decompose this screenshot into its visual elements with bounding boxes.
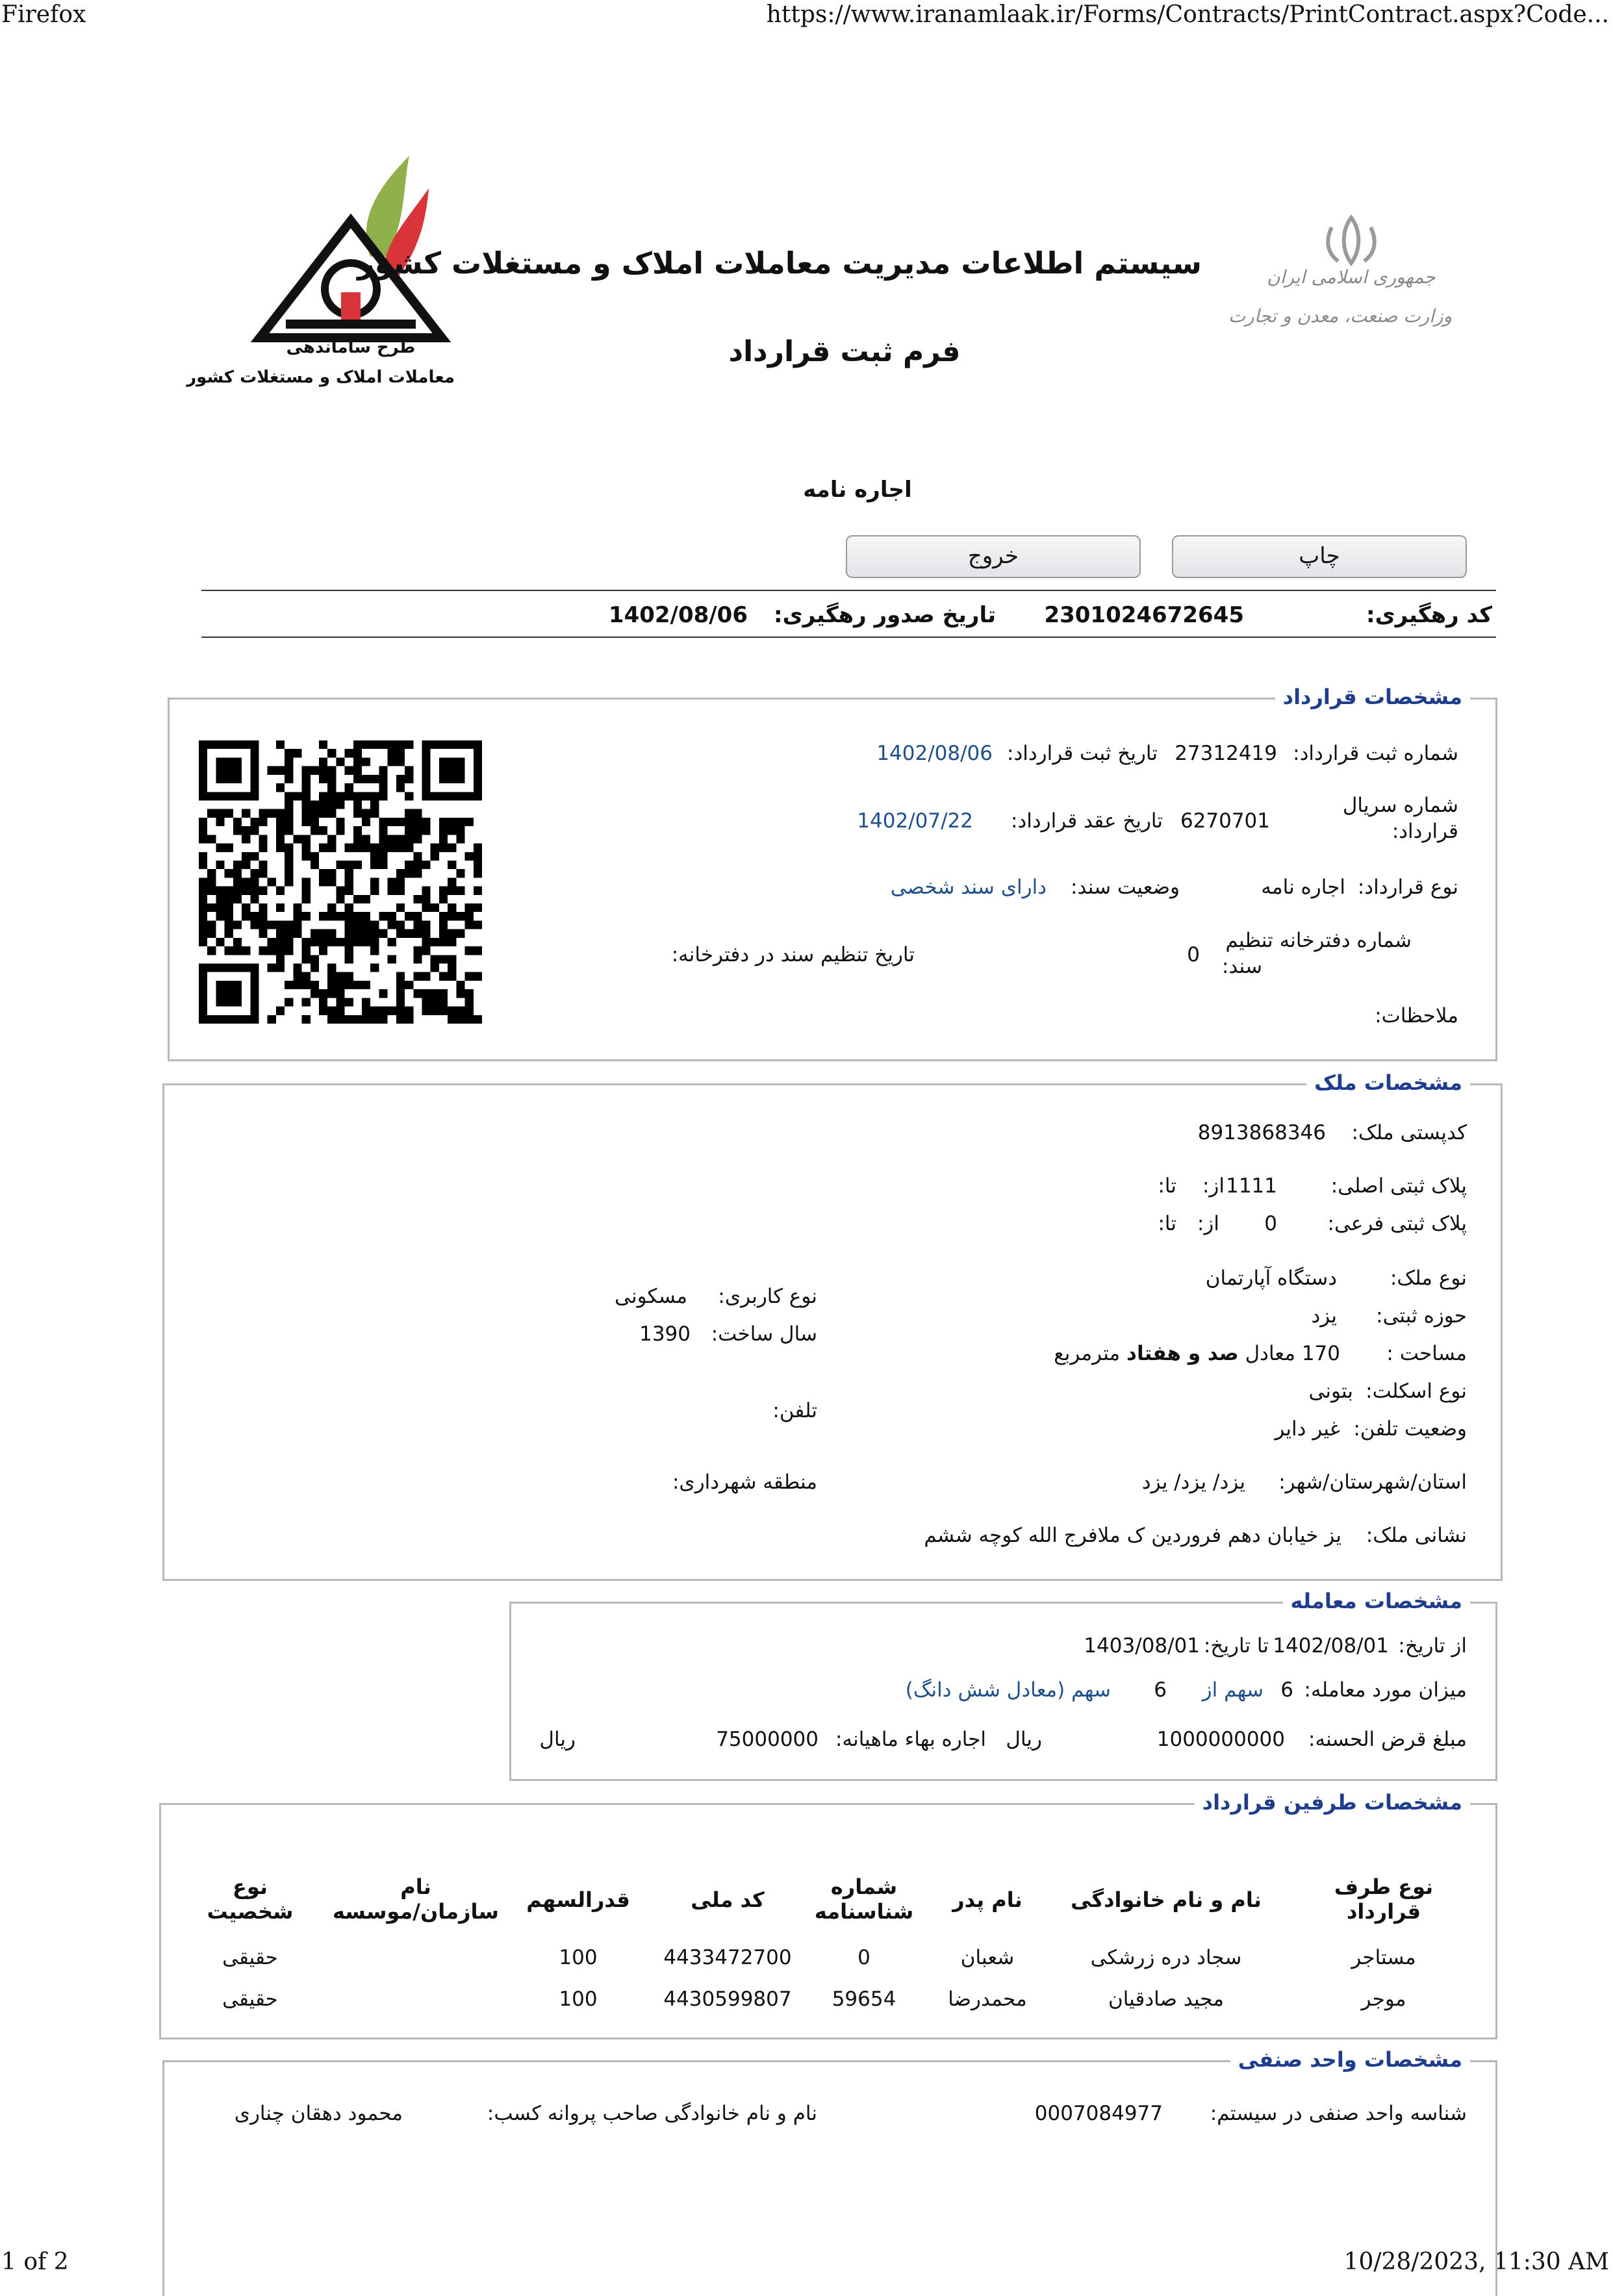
- row-id-no: 0: [857, 1946, 870, 1969]
- row-id-no: 59654: [832, 1987, 896, 2011]
- property-postal-label: کدپستی ملک:: [1351, 1121, 1467, 1144]
- property-area-value: 170: [1301, 1342, 1340, 1365]
- deal-deposit-currency: ریال: [1006, 1728, 1042, 1751]
- col-party-type: [1289, 1874, 1478, 1924]
- property-postal-value: 8913868346: [1197, 1121, 1326, 1144]
- deal-deposit-label: مبلغ قرض الحسنه:: [1308, 1728, 1467, 1751]
- tracking-date-value: 1402/08/06: [608, 602, 748, 628]
- row-national-code: 4433472700: [663, 1946, 792, 1969]
- col-id-no-line1: شماره: [830, 1874, 898, 1899]
- row-person-type: حقیقی: [222, 1946, 278, 1969]
- deal-rent-currency: ریال: [539, 1728, 576, 1751]
- system-title: سیستم اطلاعات مدیریت معاملات املاک و مستغلات کشور: [357, 246, 1202, 281]
- contract-sign-date-value: 1402/07/22: [857, 809, 973, 833]
- row-person-type: حقیقی: [222, 1987, 278, 2011]
- col-org-line2: سازمان/موسسه: [332, 1899, 500, 1924]
- row-name: مجید صادقیان: [1108, 1987, 1225, 2011]
- contract-reg-no-label: شماره ثبت قرارداد:: [1293, 742, 1458, 765]
- contract-doc-status-value: دارای سند شخصی: [890, 876, 1047, 899]
- contract-notary-label-2: سند:: [1221, 955, 1262, 978]
- col-father: نام پدر: [952, 1887, 1022, 1912]
- business-owner-label: نام و نام خانوادگی صاحب پروانه کسب:: [487, 2102, 817, 2125]
- col-person-type-line1: نوع: [233, 1874, 268, 1899]
- property-type-label: نوع ملک:: [1390, 1267, 1467, 1290]
- property-phone-label: تلفن:: [772, 1399, 817, 1422]
- row-father: محمدرضا: [948, 1987, 1027, 2011]
- property-usage-label: نوع کاربری:: [718, 1285, 817, 1308]
- emblem-text-1: جمهوری اسلامی ایران: [1267, 266, 1436, 288]
- property-area-unit: مترمربع: [1054, 1342, 1121, 1365]
- contract-notary-date-label: تاریخ تنظیم سند در دفترخانه:: [671, 943, 915, 966]
- property-skeleton-value: بتونی: [1308, 1380, 1353, 1403]
- contract-sign-date-label: تاریخ عقد قرارداد:: [1010, 809, 1163, 833]
- contract-notes-label: ملاحظات:: [1375, 1004, 1458, 1028]
- deal-share-of: سهم از: [1202, 1678, 1264, 1702]
- col-org-line1: نام: [400, 1874, 431, 1899]
- row-name: سجاد دره زرشکی: [1090, 1946, 1242, 1969]
- col-share: قدرالسهم: [526, 1887, 630, 1912]
- property-sub-plate-value: 0: [1264, 1212, 1277, 1235]
- business-owner-value: محمود دهقان چناری: [234, 2102, 403, 2125]
- qr-code-icon: [199, 740, 482, 1024]
- page-indicator: 1 of 2: [1, 2249, 69, 2275]
- col-party-type-line1: نوع طرف: [1334, 1874, 1434, 1899]
- property-usage-value: مسکونی: [615, 1285, 687, 1308]
- contract-type-label: نوع قرارداد:: [1357, 876, 1458, 899]
- row-party-type: موجر: [1361, 1987, 1406, 2011]
- deal-rent-label: اجاره بهاء ماهیانه:: [835, 1728, 986, 1751]
- contract-reg-date-value: 1402/08/06: [876, 742, 993, 765]
- deal-from-date-label: از تاریخ:: [1398, 1634, 1467, 1658]
- property-address-value: یز خیابان دهم فروردین ک ملافرج الله کوچه ششم: [924, 1524, 1341, 1547]
- exit-button[interactable]: خروج: [846, 535, 1141, 578]
- col-id-no-line2: شناسنامه: [814, 1899, 914, 1924]
- property-area-equal: معادل: [1245, 1342, 1295, 1365]
- property-build-year-label: سال ساخت:: [711, 1322, 817, 1346]
- col-person-type: [188, 1874, 312, 1924]
- tracking-code-label: کد رهگیری:: [1366, 602, 1492, 628]
- contract-reg-no-value: 27312419: [1175, 742, 1277, 765]
- property-area-label: مساحت :: [1386, 1342, 1467, 1365]
- business-id-value: 0007084977: [1034, 2102, 1163, 2125]
- contract-serial-label-1: شماره سریال: [1342, 794, 1458, 817]
- contract-notary-label-1: شماره دفترخانه تنظیم: [1225, 929, 1412, 952]
- emblem-text-2: وزارت صنعت، معدن و تجارت: [1228, 305, 1452, 327]
- property-main-plate-label: پلاک ثبتی اصلی:: [1330, 1174, 1467, 1198]
- contract-serial-label-2: قرارداد:: [1391, 820, 1458, 843]
- property-municipality-label: منطقه شهرداری:: [672, 1470, 817, 1494]
- deal-to-date-label: تا تاریخ:: [1203, 1634, 1269, 1658]
- property-address-label: نشانی ملک:: [1365, 1524, 1467, 1547]
- deal-share-value: 6: [1280, 1678, 1293, 1702]
- property-district-value: یزد: [1311, 1304, 1337, 1328]
- left-logo-text-1: طرح ساماندهی: [286, 338, 416, 357]
- property-main-to-label: تا:: [1158, 1174, 1176, 1198]
- col-party-type-line2: قرارداد: [1346, 1899, 1421, 1924]
- col-id-no: [799, 1874, 929, 1924]
- parties-legend: مشخصات طرفین قرارداد: [1195, 1790, 1470, 1815]
- property-type-value: دستگاه آپارتمان: [1205, 1267, 1337, 1290]
- divider-top: [201, 590, 1496, 591]
- business-legend: مشخصات واحد صنفی: [1230, 2047, 1470, 2072]
- contract-type-value: اجاره نامه: [1261, 876, 1345, 899]
- deal-deposit-value: 1000000000: [1156, 1728, 1285, 1751]
- col-person-type-line2: شخصیت: [207, 1899, 294, 1924]
- print-datetime: 10/28/2023, 11:30 AM: [1343, 2249, 1609, 2275]
- right-emblem: [1228, 214, 1452, 351]
- contract-reg-date-label: تاریخ ثبت قرارداد:: [1007, 742, 1158, 765]
- col-org: [318, 1874, 513, 1924]
- property-skeleton-label: نوع اسکلت:: [1365, 1380, 1467, 1403]
- left-logo-text-2: معاملات املاک و مستغلات کشور: [186, 368, 455, 387]
- property-sub-from-label: از:: [1197, 1212, 1219, 1235]
- property-location-value: یزد/ یزد/ یزد: [1141, 1470, 1245, 1494]
- col-national-code: کد ملی: [691, 1887, 765, 1912]
- qr-code: [199, 740, 482, 1024]
- row-share: 100: [559, 1987, 598, 2011]
- deal-legend: مشخصات معامله: [1283, 1589, 1470, 1613]
- contract-legend: مشخصات قرارداد: [1275, 685, 1470, 709]
- contract-doc-status-label: وضعیت سند:: [1071, 876, 1180, 899]
- deal-share-total: 6: [1154, 1678, 1167, 1702]
- deal-from-date-value: 1402/08/01: [1273, 1634, 1389, 1658]
- business-id-label: شناسه واحد صنفی در سیستم:: [1210, 2102, 1467, 2125]
- contract-notary-value: 0: [1187, 943, 1200, 966]
- property-district-label: حوزه ثبتی:: [1376, 1304, 1467, 1328]
- print-button[interactable]: چاپ: [1172, 535, 1467, 578]
- row-party-type: مستاجر: [1351, 1946, 1416, 1969]
- tracking-date-label: تاریخ صدور رهگیری:: [774, 602, 996, 628]
- deal-to-date-value: 1403/08/01: [1084, 1634, 1200, 1658]
- property-phone-status-value: غیر دایر: [1275, 1417, 1340, 1441]
- browser-name: Firefox: [1, 1, 86, 28]
- tracking-code-value: 2301024672645: [1044, 602, 1244, 628]
- form-title: فرم ثبت قرارداد: [728, 335, 961, 368]
- property-main-from-label: از:: [1202, 1174, 1225, 1198]
- property-sub-to-label: تا:: [1158, 1212, 1176, 1235]
- property-area-words: صد و هفتاد: [1126, 1342, 1239, 1365]
- iran-emblem-icon: [1251, 214, 1452, 266]
- document-title: اجاره نامه: [803, 477, 912, 503]
- deal-share-label: میزان مورد معامله:: [1304, 1678, 1467, 1702]
- deal-rent-value: 75000000: [716, 1728, 819, 1751]
- property-main-plate-value: 1111: [1226, 1174, 1277, 1198]
- row-share: 100: [559, 1946, 598, 1969]
- property-sub-plate-label: پلاک ثبتی فرعی:: [1327, 1212, 1467, 1235]
- property-section: [162, 1083, 1503, 1581]
- page-url: https://www.iranamlaak.ir/Forms/Contracts/PrintContract.aspx?Code...: [766, 1, 1609, 28]
- business-section: [162, 2060, 1497, 2296]
- col-name: نام و نام خانوادگی: [1071, 1887, 1262, 1912]
- property-legend: مشخصات ملک: [1306, 1070, 1470, 1095]
- contract-serial-value: 6270701: [1180, 809, 1270, 833]
- deal-share-desc: سهم (معادل شش دانگ): [905, 1678, 1111, 1702]
- property-location-label: استان/شهرستان/شهر:: [1278, 1470, 1467, 1494]
- property-phone-status-label: وضعیت تلفن:: [1353, 1417, 1467, 1441]
- property-area-text: [1054, 1342, 1340, 1365]
- row-father: شعبان: [960, 1946, 1015, 1969]
- divider-bottom: [201, 637, 1496, 638]
- row-national-code: 4430599807: [663, 1987, 792, 2011]
- property-build-year-value: 1390: [639, 1322, 691, 1346]
